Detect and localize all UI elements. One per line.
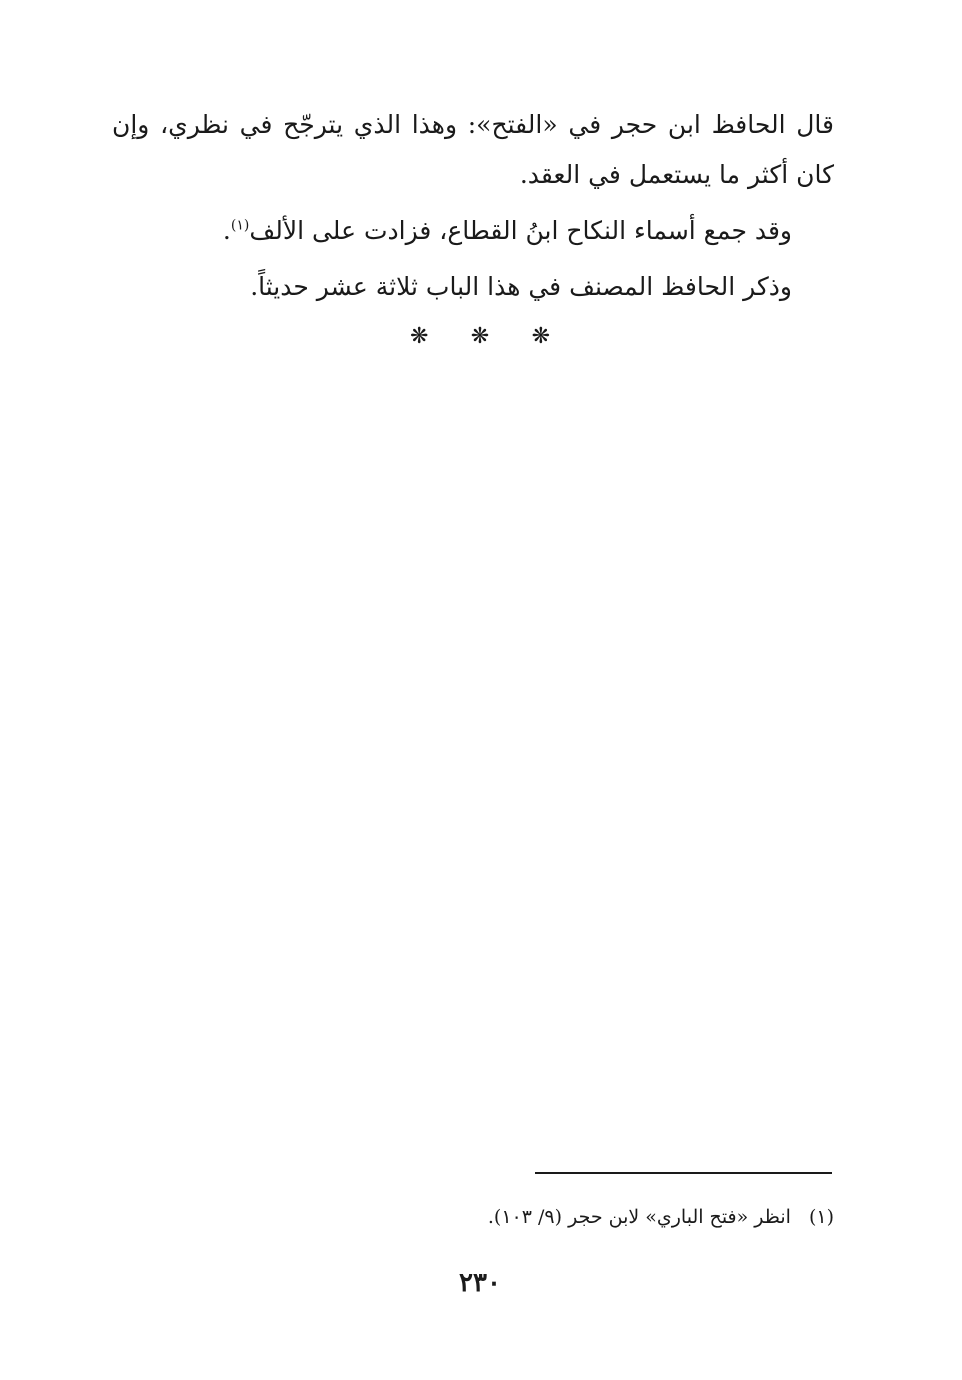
footnote-number: (١) [808,1206,834,1228]
star-ornament-icon: ❋ [470,324,490,349]
footnote [488,1206,834,1228]
footnote-reference: (١) [230,217,250,234]
paragraph-3: وذكر الحافظ المصنف في هذا الباب ثلاثة عشر حديثاً. [250,272,792,301]
star-ornament-icon: ❋ [410,324,429,349]
section-separator [410,324,550,349]
paragraph-2 [223,218,792,243]
footnote-divider [535,1172,832,1174]
paragraph-1-line-1: قال الحافظ ابن حجر في «الفتح»: وهذا الذي يترجّح في نظري، وإن [112,110,834,139]
paragraph-2-end: . [222,216,231,245]
paragraph-2-text: وقد جمع أسماء النكاح ابنُ القطاع، فزادت على الألف [249,216,792,245]
paragraph-1-line-2: كان أكثر ما يستعمل في العقد. [519,160,834,189]
page-number: ٢٣٠ [459,1268,501,1298]
footnote-text: انظر «فتح الباري» لابن حجر (٩/ ١٠٣). [487,1206,791,1228]
star-ornament-icon: ❋ [531,324,550,349]
